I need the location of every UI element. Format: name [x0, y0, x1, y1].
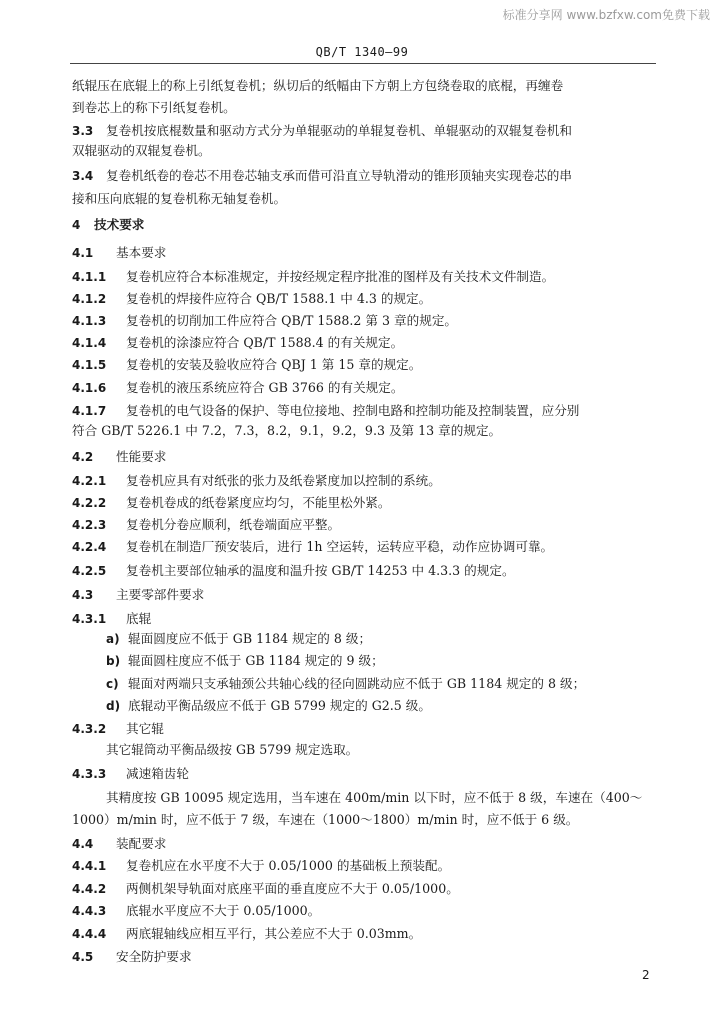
clause-number: 4.2: [72, 450, 94, 464]
text-line: [72, 402, 579, 420]
clause-text: 复卷机应符合本标准规定，并按经规定程序批准的图样及有关技术文件制造。: [126, 269, 555, 284]
clause-text: 复卷机应具有对纸张的张力及纸卷紧度加以控制的系统。: [126, 473, 441, 488]
clause-number: 4.2.4: [72, 540, 107, 554]
clause-number: 4.1.7: [72, 404, 107, 418]
clause-number: 4.1.5: [72, 358, 107, 372]
clause-number: 4.3.2: [72, 722, 107, 736]
clause-text: 复卷机按底棍数量和驱动方式分为单辊驱动的单辊复卷机、单辊驱动的双辊复卷机和: [106, 123, 572, 138]
clause-text: 辊面圆柱度应不低于 GB 1184 规定的 9 级；: [128, 653, 384, 668]
header-rule: [70, 63, 656, 64]
text-line: [106, 789, 642, 807]
text-line: [72, 99, 236, 117]
clause-number: 4: [72, 218, 81, 232]
clause-text: 其它辊筒动平衡品级按 GB 5799 规定选取。: [106, 742, 359, 757]
clause-number: 4.4: [72, 837, 94, 851]
text-line: [72, 538, 553, 556]
clause-number: 4.2.5: [72, 564, 107, 578]
site-watermark: 标准分享网 www.bzfxw.com免费下载: [502, 8, 710, 22]
clause-number: 4.3.3: [72, 767, 107, 781]
clause-text: 到卷芯上的称下引纸复卷机。: [72, 100, 236, 115]
standard-header: QB/T 1340—99: [315, 45, 409, 59]
text-line: [72, 334, 403, 352]
text-line: [72, 857, 450, 875]
clause-number: a): [106, 632, 120, 646]
text-line: [72, 880, 459, 898]
clause-text: 主要零部件要求: [116, 587, 205, 602]
text-line: [72, 494, 390, 512]
clause-text: 复卷机的电气设备的保护、等电位接地、控制电路和控制功能及控制装置，应分别: [126, 403, 580, 418]
clause-text: 复卷机纸卷的卷芯不用卷芯轴支承而借可沿直立导轨滑动的锥形顶轴夹实现卷芯的串: [106, 168, 572, 183]
clause-number: 4.4.2: [72, 882, 107, 896]
text-line: [72, 902, 320, 920]
clause-number: 4.3.1: [72, 612, 107, 626]
text-line: [72, 835, 166, 853]
text-line: [72, 190, 286, 208]
text-line: [72, 167, 572, 185]
clause-number: c): [106, 677, 119, 691]
text-line: [72, 610, 151, 628]
clause-text: 底辊动平衡品级应不低于 GB 5799 规定的 G2.5 级。: [128, 698, 431, 713]
clause-text: 两底辊轴线应相互平行，其公差应不大于 0.03mm。: [126, 926, 422, 941]
text-line: [72, 379, 403, 397]
text-line: [72, 562, 515, 580]
text-line: [72, 422, 501, 440]
clause-number: 4.3: [72, 588, 94, 602]
text-line: [72, 811, 578, 829]
text-line: [72, 244, 166, 262]
clause-number: 4.1: [72, 246, 94, 260]
clause-text: 1000）m/min 时，应不低于 7 级，车速在（1000～1800）m/min 时，应不低于 6 级。: [72, 812, 579, 827]
text-line: [72, 948, 192, 966]
clause-number: 4.2.3: [72, 518, 107, 532]
clause-number: 4.4.1: [72, 859, 107, 873]
clause-text: 复卷机的焊接件应符合 QB/T 1588.1 中 4.3 的规定。: [126, 291, 432, 306]
clause-text: 复卷机主要部位轴承的温度和温升按 GB/T 14253 中 4.3.3 的规定。: [126, 563, 515, 578]
text-line: [72, 925, 421, 943]
clause-text: 复卷机在制造厂预安装后，进行 1h 空运转，运转应平稳，动作应协调可靠。: [126, 539, 554, 554]
text-line: [72, 448, 166, 466]
text-line: [72, 720, 164, 738]
clause-text: 复卷机的安装及验收应符合 QBJ 1 第 15 章的规定。: [126, 357, 422, 372]
clause-number: 4.1.2: [72, 292, 107, 306]
clause-text: 减速箱齿轮: [126, 766, 189, 781]
clause-text: 技术要求: [94, 217, 145, 232]
clause-number: 4.1.6: [72, 381, 107, 395]
clause-text: 复卷机卷成的纸卷紧度应均匀，不能里松外紧。: [126, 495, 391, 510]
clause-number: 3.4: [72, 169, 94, 183]
text-line: [72, 765, 189, 783]
clause-number: 4.4.3: [72, 904, 107, 918]
text-line: [72, 268, 554, 286]
clause-number: b): [106, 654, 121, 668]
clause-text: 两侧机架导轨面对底座平面的垂直度应不大于 0.05/1000。: [126, 881, 459, 896]
text-line: [72, 312, 457, 330]
clause-text: 性能要求: [116, 449, 167, 464]
text-line: [72, 356, 421, 374]
clause-text: 基本要求: [116, 245, 167, 260]
text-line: [106, 652, 384, 670]
clause-text: 辊面圆度应不低于 GB 1184 规定的 8 级；: [128, 631, 372, 646]
text-line: [72, 516, 340, 534]
clause-number: 4.1.4: [72, 336, 107, 350]
clause-text: 装配要求: [116, 836, 167, 851]
clause-number: 4.2.1: [72, 474, 107, 488]
clause-number: 3.3: [72, 124, 94, 138]
clause-text: 底辊: [126, 611, 152, 626]
clause-text: 复卷机的涂漆应符合 QB/T 1588.4 的有关规定。: [126, 335, 404, 350]
clause-number: 4.1.3: [72, 314, 107, 328]
clause-text: 底辊水平度应不大于 0.05/1000。: [126, 903, 321, 918]
clause-text: 符合 GB/T 5226.1 中 7.2，7.3，8.2，9.1，9.2，9.3 及第 13 章的规定。: [72, 423, 502, 438]
text-line: [106, 630, 371, 648]
clause-number: 4.4.4: [72, 927, 107, 941]
clause-text: 复卷机的液压系统应符合 GB 3766 的有关规定。: [126, 380, 404, 395]
text-line: [72, 77, 563, 95]
clause-text: 其它辊: [126, 721, 164, 736]
text-line: [106, 697, 431, 715]
text-line: [72, 142, 211, 160]
clause-number: 4.5: [72, 950, 94, 964]
clause-text: 辊面对两端只支承轴颈公共轴心线的径向圆跳动应不低于 GB 1184 规定的 8 级；: [128, 676, 586, 691]
text-line: [72, 586, 204, 604]
page-number: 2: [642, 968, 650, 982]
clause-text: 安全防护要求: [116, 949, 192, 964]
text-line: [72, 472, 441, 490]
text-line: [106, 741, 358, 759]
clause-text: 复卷机应在水平度不大于 0.05/1000 的基础板上预装配。: [126, 858, 451, 873]
clause-number: d): [106, 699, 121, 713]
text-line: [72, 216, 144, 234]
text-line: [72, 290, 431, 308]
clause-number: 4.1.1: [72, 270, 107, 284]
clause-text: 双辊驱动的双辊复卷机。: [72, 143, 211, 158]
clause-number: 4.2.2: [72, 496, 107, 510]
clause-text: 纸辊压在底辊上的称上引纸复卷机；纵切后的纸幅由下方朝上方包绕卷取的底棍，再缠卷: [72, 78, 564, 93]
clause-text: 接和压向底辊的复卷机称无轴复卷机。: [72, 191, 287, 206]
clause-text: 复卷机分卷应顺利，纸卷端面应平整。: [126, 517, 341, 532]
clause-text: 其精度按 GB 10095 规定选用，当车速在 400m/min 以下时，应不低于 8 级，车速在（400～: [106, 790, 643, 805]
clause-text: 复卷机的切削加工件应符合 QB/T 1588.2 第 3 章的规定。: [126, 313, 458, 328]
text-line: [106, 675, 585, 693]
text-line: [72, 122, 572, 140]
